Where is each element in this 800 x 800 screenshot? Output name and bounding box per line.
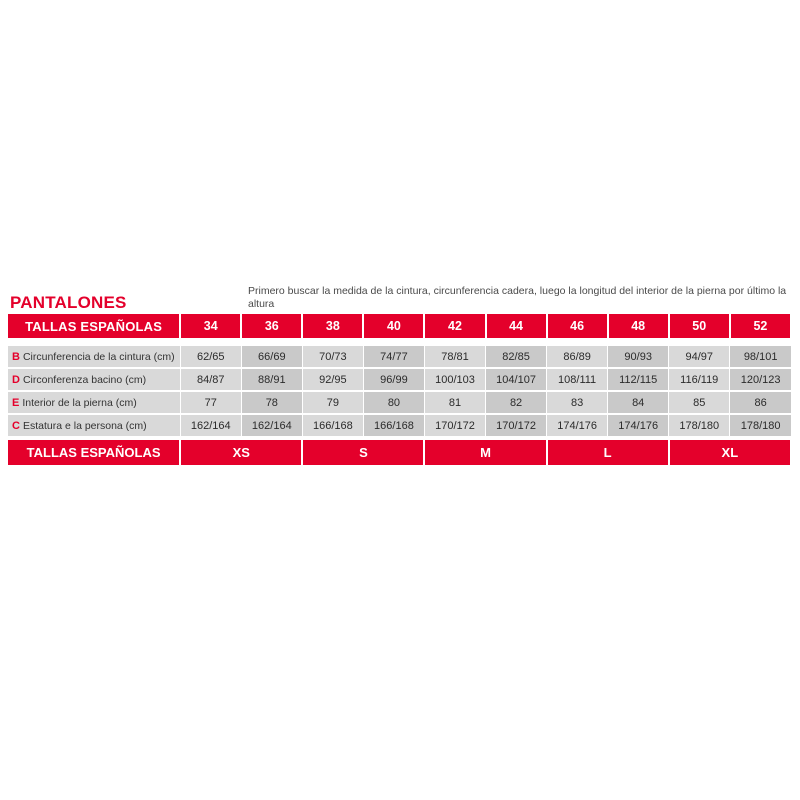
cell-E-52: 86 bbox=[730, 391, 791, 414]
cell-D-40: 96/99 bbox=[363, 368, 424, 391]
table-row bbox=[8, 368, 791, 391]
cell-D-36: 88/91 bbox=[241, 368, 302, 391]
cell-B-50: 94/97 bbox=[669, 346, 730, 368]
cell-B-34: 62/65 bbox=[180, 346, 241, 368]
cell-B-52: 98/101 bbox=[730, 346, 791, 368]
cell-E-42: 81 bbox=[424, 391, 485, 414]
row-key-D: D bbox=[12, 373, 20, 386]
size-header-42: 42 bbox=[424, 314, 485, 338]
cell-C-36: 162/164 bbox=[241, 414, 302, 437]
cell-E-48: 84 bbox=[608, 391, 669, 414]
row-label-text: Circunferencia de la cintura (cm) bbox=[22, 350, 175, 363]
table-body bbox=[8, 314, 791, 465]
row-label-E bbox=[8, 391, 180, 414]
spanish-sizes-label-bottom: TALLAS ESPAÑOLAS bbox=[8, 440, 180, 465]
spacer-row bbox=[8, 338, 791, 346]
cell-C-38: 166/168 bbox=[302, 414, 363, 437]
letter-size-XS: XS bbox=[180, 440, 302, 465]
cell-C-34: 162/164 bbox=[180, 414, 241, 437]
cell-E-40: 80 bbox=[363, 391, 424, 414]
cell-B-40: 74/77 bbox=[363, 346, 424, 368]
letter-size-XL: XL bbox=[669, 440, 791, 465]
cell-B-46: 86/89 bbox=[547, 346, 608, 368]
cell-E-46: 83 bbox=[547, 391, 608, 414]
table-row bbox=[8, 346, 791, 368]
row-label-text: Interior de la pierna (cm) bbox=[22, 396, 137, 409]
cell-B-48: 90/93 bbox=[608, 346, 669, 368]
letter-size-S: S bbox=[302, 440, 424, 465]
cell-E-38: 79 bbox=[302, 391, 363, 414]
cell-D-34: 84/87 bbox=[180, 368, 241, 391]
cell-D-50: 116/119 bbox=[669, 368, 730, 391]
cell-D-38: 92/95 bbox=[302, 368, 363, 391]
measurements-table bbox=[8, 314, 792, 465]
row-label-B bbox=[8, 346, 180, 368]
size-header-40: 40 bbox=[363, 314, 424, 338]
size-header-52: 52 bbox=[730, 314, 791, 338]
size-header-50: 50 bbox=[669, 314, 730, 338]
cell-D-42: 100/103 bbox=[424, 368, 485, 391]
page-title: PANTALONES bbox=[10, 293, 127, 312]
cell-D-44: 104/107 bbox=[486, 368, 547, 391]
cell-C-50: 178/180 bbox=[669, 414, 730, 437]
cell-E-50: 85 bbox=[669, 391, 730, 414]
letter-sizes-row bbox=[8, 440, 791, 465]
size-chart bbox=[8, 285, 792, 465]
row-label-text: Estatura e la persona (cm) bbox=[22, 419, 147, 432]
cell-B-36: 66/69 bbox=[241, 346, 302, 368]
cell-C-42: 170/172 bbox=[424, 414, 485, 437]
cell-D-48: 112/115 bbox=[608, 368, 669, 391]
size-header-34: 34 bbox=[180, 314, 241, 338]
cell-B-44: 82/85 bbox=[486, 346, 547, 368]
size-header-44: 44 bbox=[486, 314, 547, 338]
cell-E-36: 78 bbox=[241, 391, 302, 414]
size-header-36: 36 bbox=[241, 314, 302, 338]
cell-D-46: 108/111 bbox=[547, 368, 608, 391]
cell-E-34: 77 bbox=[180, 391, 241, 414]
chart-header bbox=[8, 285, 792, 312]
row-key-E: E bbox=[12, 396, 20, 409]
size-header-38: 38 bbox=[302, 314, 363, 338]
cell-B-38: 70/73 bbox=[302, 346, 363, 368]
table-row bbox=[8, 391, 791, 414]
cell-C-44: 170/172 bbox=[486, 414, 547, 437]
size-header-46: 46 bbox=[547, 314, 608, 338]
letter-size-L: L bbox=[547, 440, 669, 465]
cell-C-46: 174/176 bbox=[547, 414, 608, 437]
table-row bbox=[8, 414, 791, 437]
letter-size-M: M bbox=[424, 440, 546, 465]
row-label-text: Circonferenza bacino (cm) bbox=[22, 373, 147, 386]
instructions-text: Primero buscar la medida de la cintura, circunferencia cadera, luego la longitud del interior de la pierna por último la altura bbox=[248, 285, 787, 310]
row-label-D bbox=[8, 368, 180, 391]
cell-E-44: 82 bbox=[486, 391, 547, 414]
cell-B-42: 78/81 bbox=[424, 346, 485, 368]
row-label-C bbox=[8, 414, 180, 437]
row-key-C: C bbox=[12, 419, 20, 432]
cell-C-48: 174/176 bbox=[608, 414, 669, 437]
cell-C-40: 166/168 bbox=[363, 414, 424, 437]
cell-C-52: 178/180 bbox=[730, 414, 791, 437]
cell-D-52: 120/123 bbox=[730, 368, 791, 391]
row-key-B: B bbox=[12, 350, 20, 363]
size-header-48: 48 bbox=[608, 314, 669, 338]
spanish-sizes-label-top: TALLAS ESPAÑOLAS bbox=[8, 314, 180, 338]
spanish-sizes-header-row bbox=[8, 314, 791, 338]
